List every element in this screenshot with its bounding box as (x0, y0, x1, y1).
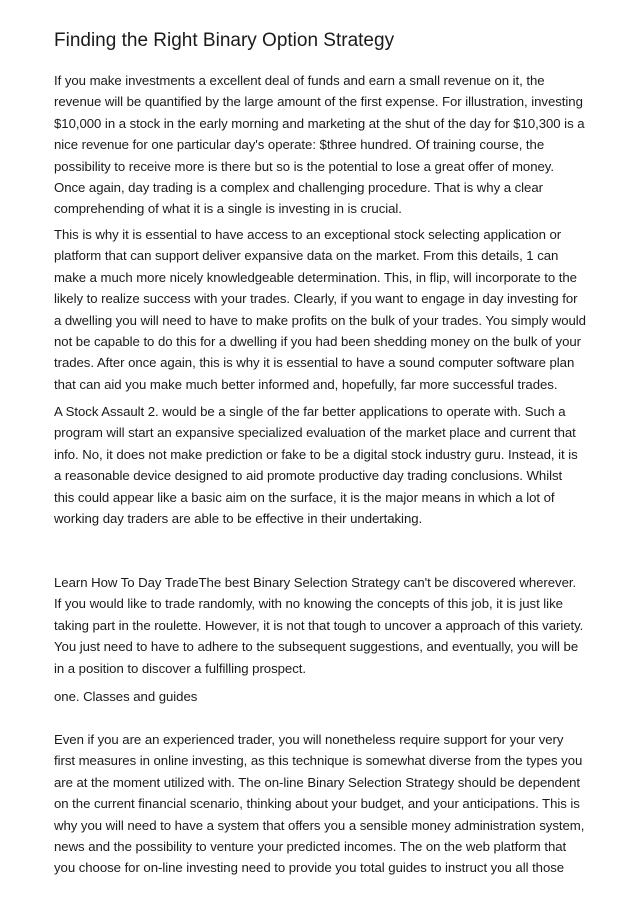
paragraph-1: If you make investments a excellent deal of funds and earn a small revenue on it, the revenue will be quantified by the large amount of the first expense. For illustration, investing $10,000 in a stock in the early morning and marketing at the shut of the day for $10,300 is a nice revenue for one particular day's operate: $three hundred. Of training course, the possibility to receive more is there but so is the potential to lose a great offer of money. Once again, day trading is a complex and challenging procedure. That is why a clear comprehending of what it is a single is investing in is crucial. (54, 73, 585, 217)
section-heading-classes: one. Classes and guides (54, 689, 198, 704)
paragraph-3: A Stock Assault 2. would be a single of the far better applications to operate with. Such a program will start an expansive specialized evaluation of the market place and current that info. No, it does not make prediction or fake to be a digital stock industry guru. Instead, it is a reasonable device designed to aid promote productive day trading conclusions. Whilst this could appear like a basic aim on the surface, it is the major means in which a lot of working day traders are able to be effective in their undertaking. (54, 404, 578, 527)
paragraph-4: Learn How To Day TradeThe best Binary Selection Strategy can't be discovered wherever. If you would like to trade randomly, with no knowing the concepts of this job, it is just like taking part in the roulette. However, it is not that tough to uncover a approach of this variety. You just need to have to adhere to the subsequent suggestions, and eventually, you will be in a position to discover a fulfilling prospect. (54, 575, 584, 676)
paragraph-2: This is why it is essential to have access to an exceptional stock selecting application or platform that can support deliver expansive data on the market. From this details, 1 can make a much more nicely knowledgeable determination. This, in flip, will incorporate to the likely to realize success with your trades. Clearly, if you want to engage in day investing for a dwelling you will need to have to make profits on the bulk of your trades. You simply would not be capable to do this for a dwelling if you had been shedding money on the bulk of your trades. After once again, this is why it is essential to have a sound computer software plan that can aid you make much better informed and, hopefully, far more successful trades. (54, 227, 586, 392)
paragraph-6: Even if you are an experienced trader, you will nonetheless require support for your very first measures in online investing, as this technique is somewhat diverse from the types you are at the moment utilized with. The on-line Binary Selection Strategy should be dependent on the current financial scenario, thinking about your budget, and your anticipations. This is why you will need to have a system that offers you a sensible money administration system, news and the possibility to venture your predicted incomes. The on the web platform that you choose for on-line investing need to provide you total guides to instruct you all those (54, 732, 585, 876)
page-title: Finding the Right Binary Option Strategy (54, 30, 395, 51)
